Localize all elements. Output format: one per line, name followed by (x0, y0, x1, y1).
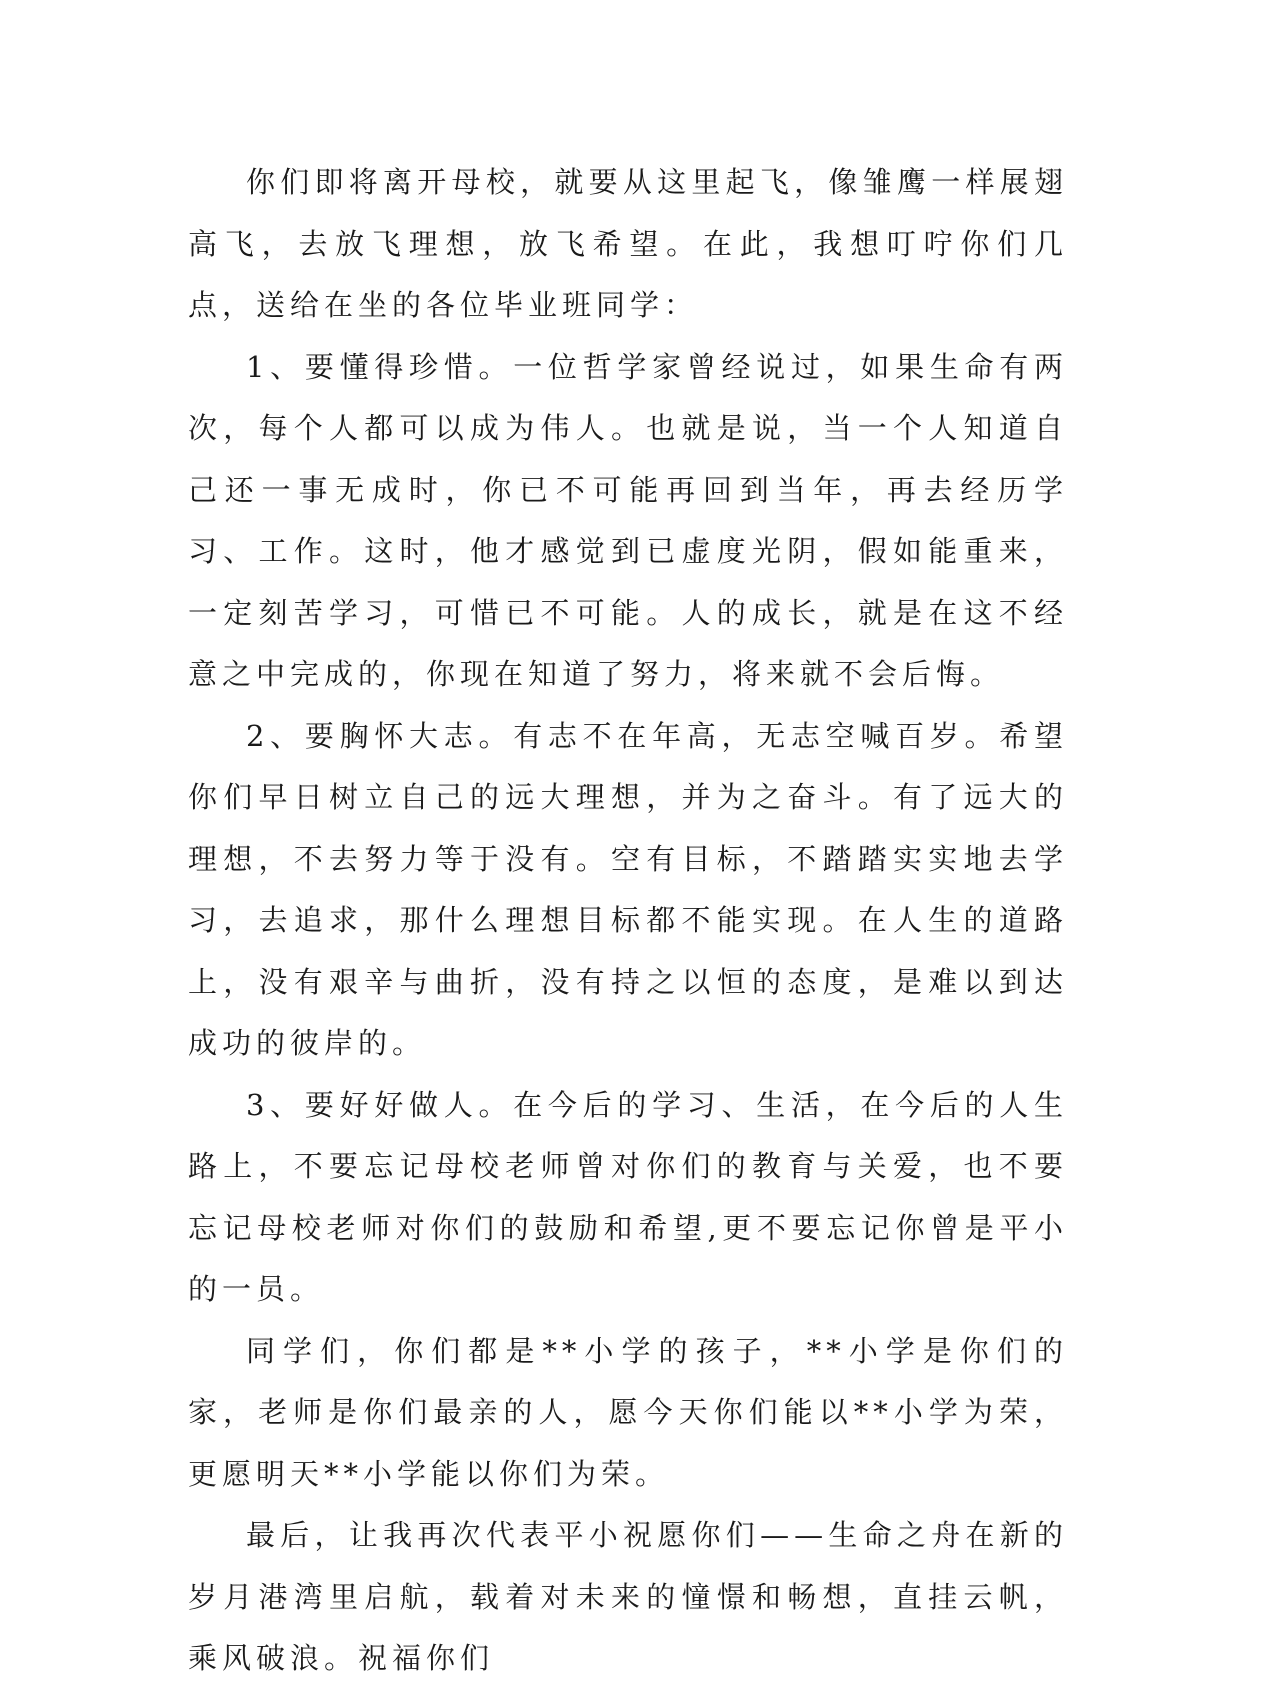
paragraph-point-2: 2、要胸怀大志。有志不在年高，无志空喊百岁。希望你们早日树立自己的远大理想，并为之奋斗。有了远大的理想，不去努力等于没有。空有目标，不踏踏实实地去学习，去追求，那什么理想目标都不能实现。在人生的道路上，没有艰辛与曲折，没有持之以恒的态度，是难以到达成功的彼岸的。 (188, 718, 1068, 1060)
paragraph-point-3: 3、要好好做人。在今后的学习、生活，在今后的人生路上，不要忘记母校老师曾对你们的教育与关爱，也不要忘记母校老师对你们的鼓励和希望,更不要忘记你曾是平小的一员。 (188, 1087, 1068, 1306)
paragraph-closing: 最后，让我再次代表平小祝愿你们——生命之舟在新的岁月港湾里启航，载着对未来的憧憬和畅想，直挂云帆，乘风破浪。祝福你们 (188, 1518, 1068, 1675)
paragraph-point-1: 1、要懂得珍惜。一位哲学家曾经说过，如果生命有两次，每个人都可以成为伟人。也就是说，当一个人知道自己还一事无成时，你已不可能再回到当年，再去经历学习、工作。这时，他才感觉到已虚度光阴，假如能重来，一定刻苦学习，可惜已不可能。人的成长，就是在这不经意之中完成的，你现在知道了努力，将来就不会后悔。 (188, 349, 1068, 691)
document-body (188, 152, 1068, 1690)
paragraph-intro: 你们即将离开母校，就要从这里起飞，像雏鹰一样展翅高飞，去放飞理想，放飞希望。在此，我想叮咛你们几点，送给在坐的各位毕业班同学： (188, 165, 1068, 322)
paragraph-classmates: 同学们，你们都是**小学的孩子，**小学是你们的家，老师是你们最亲的人，愿今天你们能以**小学为荣，更愿明天**小学能以你们为荣。 (188, 1333, 1068, 1491)
